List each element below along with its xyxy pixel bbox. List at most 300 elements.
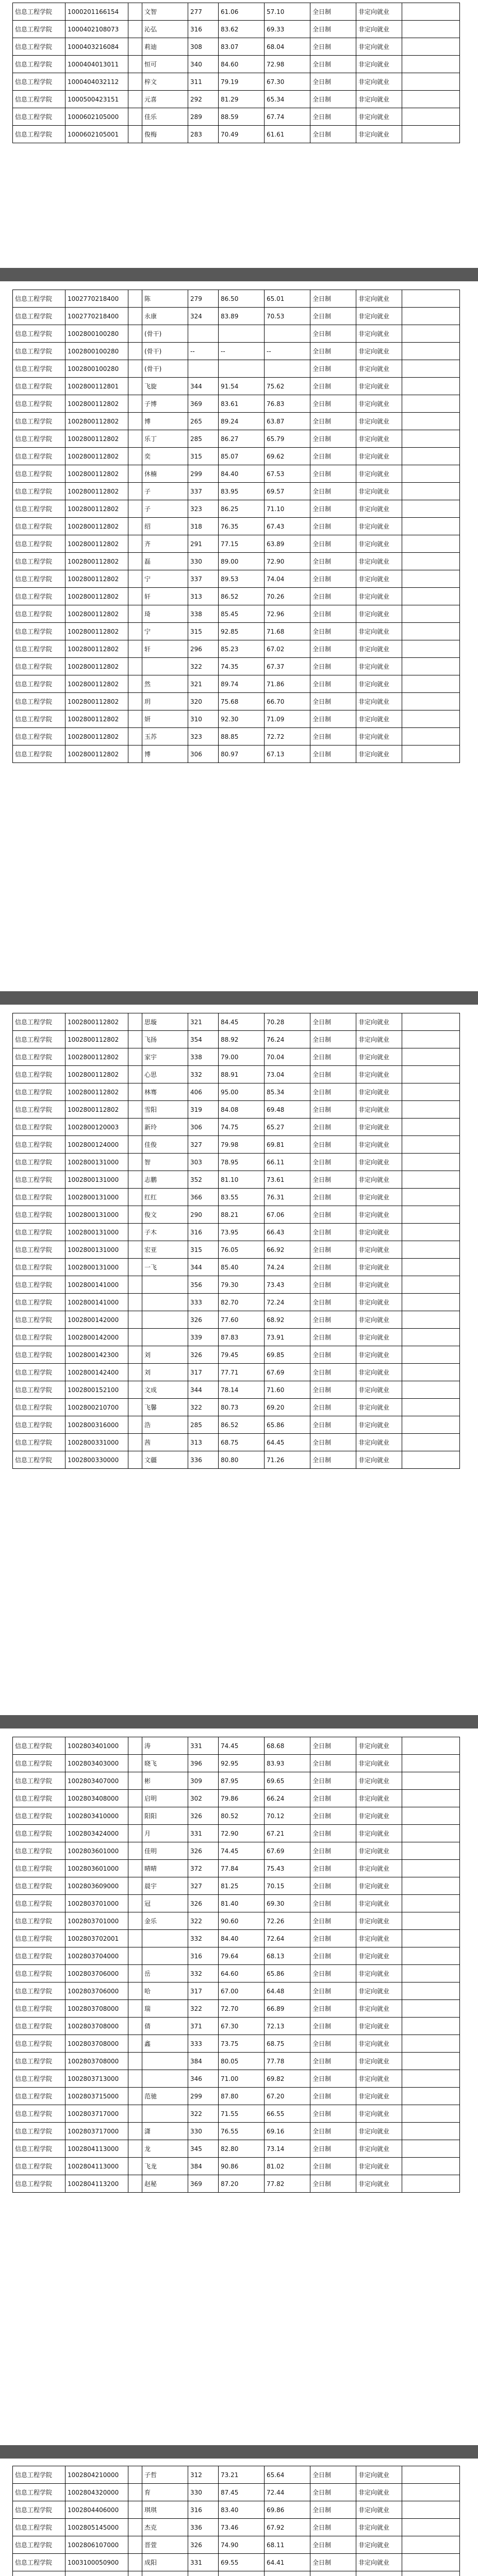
- study-mode-cell: 全日制: [310, 91, 356, 108]
- name-mask-cell: [128, 1294, 142, 1311]
- table-row: [13, 1364, 460, 1381]
- retest-score-cell: 87.95: [219, 1772, 265, 1790]
- employment-type-cell: 非定向就业: [356, 2484, 402, 2501]
- total-score-cell: 69.30: [265, 1895, 310, 1912]
- initial-score-cell: 299: [188, 2088, 219, 2105]
- total-score-cell: 68.92: [265, 1311, 310, 1329]
- candidate-id-cell: 1002800131000: [65, 1224, 128, 1241]
- table-row: [13, 2088, 460, 2105]
- study-mode-cell: 全日制: [310, 2158, 356, 2175]
- table-row: [13, 2554, 460, 2571]
- candidate-id-cell: 1002803401000: [65, 1737, 128, 1755]
- table-row: [13, 1048, 460, 1066]
- candidate-id-cell: 1002804406000: [65, 2501, 128, 2519]
- employment-type-cell: 非定向就业: [356, 290, 402, 308]
- name-cell: 飞旋: [142, 378, 188, 395]
- table-row: [13, 1031, 460, 1048]
- name-cell: 文智: [142, 3, 188, 21]
- redaction-mask: [129, 1015, 136, 1029]
- admission-table: [12, 1013, 460, 1469]
- employment-type-cell: 非定向就业: [356, 360, 402, 378]
- school-cell: 信息工程学院: [13, 1381, 65, 1399]
- total-score-cell: 72.98: [265, 56, 310, 73]
- school-cell: 信息工程学院: [13, 1259, 65, 1276]
- employment-type-cell: 非定向就业: [356, 21, 402, 38]
- redaction-mask: [129, 1226, 136, 1239]
- study-mode-cell: 全日制: [310, 675, 356, 693]
- candidate-id-cell: 1002804113200: [65, 2175, 128, 2193]
- total-score-cell: 67.37: [265, 658, 310, 675]
- admission-table: [12, 1737, 460, 2193]
- redaction-mask: [129, 520, 136, 533]
- name-cell: 龙: [142, 2140, 188, 2158]
- initial-score-cell: 338: [188, 1048, 219, 1066]
- employment-type-cell: 非定向就业: [356, 1224, 402, 1241]
- retest-score-cell: 95.00: [219, 1083, 265, 1101]
- employment-type-cell: 非定向就业: [356, 1860, 402, 1877]
- study-mode-cell: 全日制: [310, 1206, 356, 1224]
- table-row: [13, 553, 460, 570]
- initial-score-cell: --: [188, 343, 219, 360]
- remark-cell: [402, 38, 460, 56]
- total-score-cell: 71.86: [265, 675, 310, 693]
- redaction-mask: [129, 1366, 136, 1379]
- study-mode-cell: 全日制: [310, 2484, 356, 2501]
- initial-score-cell: 308: [188, 38, 219, 56]
- study-mode-cell: 全日制: [310, 38, 356, 56]
- study-mode-cell: 全日制: [310, 1982, 356, 2000]
- retest-score-cell: 64.60: [219, 1965, 265, 1982]
- table-row: [13, 2466, 460, 2484]
- candidate-id-cell: 1002800124000: [65, 1136, 128, 1154]
- candidate-id-cell: 1002803702001: [65, 1930, 128, 1947]
- employment-type-cell: 非定向就业: [356, 605, 402, 623]
- redaction-mask: [129, 397, 136, 411]
- table-row: [13, 2000, 460, 2018]
- name-cell: 元喜: [142, 91, 188, 108]
- school-cell: [13, 2571, 65, 2576]
- name-mask-cell: [128, 1982, 142, 2000]
- name-cell: 佳乐: [142, 108, 188, 126]
- candidate-id-cell: 1002800210700: [65, 1399, 128, 1416]
- redaction-mask: [129, 2573, 136, 2576]
- retest-score-cell: 92.30: [219, 710, 265, 728]
- name-cell: 莉迪: [142, 38, 188, 56]
- redaction-mask: [129, 1243, 136, 1257]
- school-cell: 信息工程学院: [13, 658, 65, 675]
- school-cell: 信息工程学院: [13, 2088, 65, 2105]
- retest-score-cell: 87.83: [219, 1329, 265, 1346]
- employment-type-cell: 非定向就业: [356, 640, 402, 658]
- employment-type-cell: 非定向就业: [356, 2123, 402, 2140]
- name-mask-cell: [128, 1136, 142, 1154]
- redaction-mask: [129, 23, 136, 36]
- redaction-mask: [129, 1879, 136, 1893]
- school-cell: 信息工程学院: [13, 1912, 65, 1930]
- retest-score-cell: 81.40: [219, 1895, 265, 1912]
- name-cell: 永康: [142, 308, 188, 325]
- candidate-id-cell: 1002803706000: [65, 1965, 128, 1982]
- name-cell: [142, 2105, 188, 2123]
- remark-cell: [402, 745, 460, 763]
- name-mask-cell: [128, 710, 142, 728]
- redaction-mask: [129, 345, 136, 358]
- redaction-mask: [129, 2177, 136, 2191]
- candidate-id-cell: 1000602105000: [65, 108, 128, 126]
- employment-type-cell: 非定向就业: [356, 483, 402, 500]
- employment-type-cell: 非定向就业: [356, 1206, 402, 1224]
- school-cell: 信息工程学院: [13, 1737, 65, 1755]
- name-cell: 宁: [142, 570, 188, 588]
- school-cell: 信息工程学院: [13, 56, 65, 73]
- candidate-id-cell: 1002804320000: [65, 2484, 128, 2501]
- table-row: [13, 2035, 460, 2053]
- total-score-cell: 65.64: [265, 2466, 310, 2484]
- school-cell: 信息工程学院: [13, 2105, 65, 2123]
- name-cell: [142, 2571, 188, 2576]
- candidate-id-cell: 1002803403000: [65, 1755, 128, 1772]
- remark-cell: [402, 1101, 460, 1118]
- total-score-cell: 69.81: [265, 1136, 310, 1154]
- name-cell: 飞馨: [142, 1399, 188, 1416]
- table-row: [13, 710, 460, 728]
- initial-score-cell: 354: [188, 1031, 219, 1048]
- remark-cell: [402, 413, 460, 430]
- candidate-id-cell: 1002800131000: [65, 1189, 128, 1206]
- retest-score-cell: 73.75: [219, 2035, 265, 2053]
- remark-cell: [402, 1154, 460, 1171]
- study-mode-cell: 全日制: [310, 1877, 356, 1895]
- name-cell: 沁弘: [142, 21, 188, 38]
- redaction-mask: [129, 1827, 136, 1840]
- employment-type-cell: 非定向就业: [356, 1930, 402, 1947]
- school-cell: 信息工程学院: [13, 588, 65, 605]
- remark-cell: [402, 2571, 460, 2576]
- remark-cell: [402, 343, 460, 360]
- employment-type-cell: 非定向就业: [356, 2035, 402, 2053]
- redaction-mask: [129, 1844, 136, 1858]
- name-mask-cell: [128, 553, 142, 570]
- school-cell: 信息工程学院: [13, 1206, 65, 1224]
- name-cell: [142, 2070, 188, 2088]
- school-cell: 信息工程学院: [13, 1329, 65, 1346]
- remark-cell: [402, 518, 460, 535]
- redaction-mask: [129, 2072, 136, 2086]
- name-cell: 博: [142, 745, 188, 763]
- retest-score-cell: 86.27: [219, 430, 265, 448]
- table-row: [13, 623, 460, 640]
- retest-score-cell: 80.52: [219, 1807, 265, 1825]
- name-cell: 家宇: [142, 1048, 188, 1066]
- candidate-id-cell: 1002800112802: [65, 640, 128, 658]
- table-row: [13, 1381, 460, 1399]
- redaction-mask: [129, 660, 136, 673]
- school-cell: 信息工程学院: [13, 2158, 65, 2175]
- remark-cell: [402, 448, 460, 465]
- redaction-mask: [129, 2538, 136, 2552]
- remark-cell: [402, 2175, 460, 2193]
- total-score-cell: 64.48: [265, 1982, 310, 2000]
- study-mode-cell: 全日制: [310, 378, 356, 395]
- school-cell: 信息工程学院: [13, 3, 65, 21]
- school-cell: 信息工程学院: [13, 2035, 65, 2053]
- remark-cell: [402, 2158, 460, 2175]
- redaction-mask: [129, 1173, 136, 1187]
- remark-cell: [402, 1755, 460, 1772]
- table-row: [13, 1947, 460, 1965]
- retest-score-cell: 88.85: [219, 728, 265, 745]
- total-score-cell: 73.14: [265, 2140, 310, 2158]
- table-row: [13, 500, 460, 518]
- employment-type-cell: 非定向就业: [356, 570, 402, 588]
- redaction-mask: [129, 327, 136, 341]
- retest-score-cell: 77.84: [219, 1860, 265, 1877]
- table-row: [13, 2123, 460, 2140]
- candidate-id-cell: 1002805145000: [65, 2519, 128, 2536]
- redaction-mask: [129, 2503, 136, 2517]
- school-cell: 信息工程学院: [13, 1311, 65, 1329]
- name-mask-cell: [128, 308, 142, 325]
- redaction-mask: [129, 310, 136, 323]
- school-cell: 信息工程学院: [13, 308, 65, 325]
- name-cell: 岳: [142, 1965, 188, 1982]
- total-score-cell: 70.04: [265, 1048, 310, 1066]
- initial-score-cell: 396: [188, 1755, 219, 1772]
- total-score-cell: 67.53: [265, 465, 310, 483]
- study-mode-cell: 全日制: [310, 1860, 356, 1877]
- study-mode-cell: 全日制: [310, 728, 356, 745]
- employment-type-cell: 非定向就业: [356, 1947, 402, 1965]
- school-cell: 信息工程学院: [13, 518, 65, 535]
- retest-score-cell: 78.95: [219, 1154, 265, 1171]
- remark-cell: [402, 1171, 460, 1189]
- redaction-mask: [129, 362, 136, 376]
- table-row: [13, 290, 460, 308]
- initial-score-cell: 344: [188, 1259, 219, 1276]
- initial-score-cell: 285: [188, 430, 219, 448]
- total-score-cell: --: [265, 343, 310, 360]
- name-cell: 梓文: [142, 73, 188, 91]
- retest-score-cell: 89.00: [219, 553, 265, 570]
- school-cell: 信息工程学院: [13, 395, 65, 413]
- redaction-mask: [129, 5, 136, 19]
- redaction-mask: [129, 1348, 136, 1362]
- retest-score-cell: 80.73: [219, 1399, 265, 1416]
- initial-score-cell: 313: [188, 1434, 219, 1451]
- school-cell: 信息工程学院: [13, 1930, 65, 1947]
- initial-score-cell: 306: [188, 745, 219, 763]
- initial-score-cell: 322: [188, 658, 219, 675]
- candidate-id-cell: 1002803601000: [65, 1860, 128, 1877]
- name-mask-cell: [128, 623, 142, 640]
- remark-cell: [402, 360, 460, 378]
- name-cell: 俊文: [142, 1206, 188, 1224]
- table-row: [13, 430, 460, 448]
- candidate-id-cell: 1002800112802: [65, 605, 128, 623]
- total-score-cell: 73.61: [265, 1171, 310, 1189]
- redaction-mask: [129, 1033, 136, 1046]
- redaction-mask: [129, 748, 136, 761]
- employment-type-cell: 非定向就业: [356, 308, 402, 325]
- initial-score-cell: 315: [188, 448, 219, 465]
- table-row: [13, 588, 460, 605]
- retest-score-cell: 73.95: [219, 1224, 265, 1241]
- name-cell: 雪阳: [142, 1101, 188, 1118]
- study-mode-cell: 全日制: [310, 1013, 356, 1031]
- table-row: [13, 343, 460, 360]
- name-mask-cell: [128, 2484, 142, 2501]
- remark-cell: [402, 1118, 460, 1136]
- redaction-mask: [129, 2020, 136, 2033]
- remark-cell: [402, 1381, 460, 1399]
- school-cell: 信息工程学院: [13, 2484, 65, 2501]
- candidate-id-cell: 1002803407000: [65, 1772, 128, 1790]
- study-mode-cell: 全日制: [310, 588, 356, 605]
- candidate-id-cell: 1002803424000: [65, 1825, 128, 1842]
- name-mask-cell: [128, 2000, 142, 2018]
- redaction-mask: [129, 2002, 136, 2015]
- name-cell: 范驰: [142, 2088, 188, 2105]
- employment-type-cell: 非定向就业: [356, 2088, 402, 2105]
- initial-score-cell: 318: [188, 518, 219, 535]
- remark-cell: [402, 2501, 460, 2519]
- employment-type-cell: 非定向就业: [356, 2018, 402, 2035]
- initial-score-cell: 327: [188, 1136, 219, 1154]
- employment-type-cell: 非定向就业: [356, 2000, 402, 2018]
- table-row: [13, 2053, 460, 2070]
- employment-type-cell: 非定向就业: [356, 448, 402, 465]
- initial-score-cell: 317: [188, 1364, 219, 1381]
- initial-score-cell: 326: [188, 1807, 219, 1825]
- retest-score-cell: 74.90: [219, 2536, 265, 2554]
- table-row: [13, 675, 460, 693]
- candidate-id-cell: 1000201166154: [65, 3, 128, 21]
- employment-type-cell: 非定向就业: [356, 1451, 402, 1469]
- remark-cell: [402, 1947, 460, 1965]
- study-mode-cell: 全日制: [310, 2519, 356, 2536]
- retest-score-cell: 79.00: [219, 1048, 265, 1066]
- name-cell: 休楠: [142, 465, 188, 483]
- candidate-id-cell: 1002803708000: [65, 2053, 128, 2070]
- table-row: [13, 1737, 460, 1755]
- remark-cell: [402, 728, 460, 745]
- school-cell: 信息工程学院: [13, 1842, 65, 1860]
- initial-score-cell: 316: [188, 21, 219, 38]
- study-mode-cell: 全日制: [310, 1965, 356, 1982]
- candidate-id-cell: 1000403216084: [65, 38, 128, 56]
- candidate-id-cell: 1002800112801: [65, 378, 128, 395]
- remark-cell: [402, 1860, 460, 1877]
- retest-score-cell: 85.40: [219, 1259, 265, 1276]
- admission-table: [12, 2466, 460, 2576]
- retest-score-cell: 79.19: [219, 73, 265, 91]
- remark-cell: [402, 500, 460, 518]
- candidate-id-cell: 1002800112802: [65, 413, 128, 430]
- table-page: [0, 281, 478, 991]
- table-row: [13, 395, 460, 413]
- study-mode-cell: 全日制: [310, 1154, 356, 1171]
- name-mask-cell: [128, 2519, 142, 2536]
- remark-cell: [402, 2123, 460, 2140]
- study-mode-cell: 全日制: [310, 1416, 356, 1434]
- redaction-mask: [129, 1809, 136, 1823]
- name-mask-cell: [128, 2466, 142, 2484]
- school-cell: 信息工程学院: [13, 1294, 65, 1311]
- name-mask-cell: [128, 430, 142, 448]
- redaction-mask: [129, 695, 136, 708]
- total-score-cell: 83.93: [265, 1755, 310, 1772]
- retest-score-cell: 85.45: [219, 605, 265, 623]
- retest-score-cell: 87.45: [219, 2484, 265, 2501]
- name-cell: 刘: [142, 1346, 188, 1364]
- redaction-mask: [129, 2142, 136, 2156]
- retest-score-cell: 84.40: [219, 1930, 265, 1947]
- name-cell: 思璇: [142, 1013, 188, 1031]
- initial-score-cell: 319: [188, 1101, 219, 1118]
- study-mode-cell: 全日制: [310, 1895, 356, 1912]
- name-mask-cell: [128, 1013, 142, 1031]
- table-row: [13, 483, 460, 500]
- school-cell: 信息工程学院: [13, 2000, 65, 2018]
- candidate-id-cell: 1002800141000: [65, 1276, 128, 1294]
- table-row: [13, 2484, 460, 2501]
- employment-type-cell: 非定向就业: [356, 108, 402, 126]
- school-cell: 信息工程学院: [13, 2053, 65, 2070]
- redaction-mask: [129, 110, 136, 124]
- employment-type-cell: 非定向就业: [356, 2053, 402, 2070]
- school-cell: 信息工程学院: [13, 2466, 65, 2484]
- school-cell: 信息工程学院: [13, 343, 65, 360]
- total-score-cell: 69.62: [265, 448, 310, 465]
- name-cell: (骨干): [142, 325, 188, 343]
- school-cell: 信息工程学院: [13, 378, 65, 395]
- study-mode-cell: 全日制: [310, 483, 356, 500]
- initial-score-cell: 322: [188, 1912, 219, 1930]
- school-cell: 信息工程学院: [13, 325, 65, 343]
- table-row: [13, 1895, 460, 1912]
- name-mask-cell: [128, 108, 142, 126]
- retest-score-cell: 89.53: [219, 570, 265, 588]
- table-row: [13, 1930, 460, 1947]
- name-mask-cell: [128, 2018, 142, 2035]
- total-score-cell: 72.90: [265, 553, 310, 570]
- remark-cell: [402, 2105, 460, 2123]
- name-mask-cell: [128, 1118, 142, 1136]
- retest-score-cell: 90.60: [219, 1912, 265, 1930]
- study-mode-cell: 全日制: [310, 1912, 356, 1930]
- total-score-cell: 71.10: [265, 500, 310, 518]
- name-cell: [142, 1930, 188, 1947]
- candidate-id-cell: 1002800141000: [65, 1294, 128, 1311]
- study-mode-cell: 全日制: [310, 108, 356, 126]
- name-cell: 轩: [142, 640, 188, 658]
- table-row: [13, 2519, 460, 2536]
- redaction-mask: [129, 432, 136, 446]
- total-score-cell: 69.57: [265, 483, 310, 500]
- study-mode-cell: 全日制: [310, 570, 356, 588]
- table-row: [13, 1772, 460, 1790]
- candidate-id-cell: 1002800112802: [65, 675, 128, 693]
- total-score-cell: 57.10: [265, 3, 310, 21]
- table-row: [13, 1755, 460, 1772]
- total-score-cell: 67.92: [265, 2519, 310, 2536]
- employment-type-cell: 非定向就业: [356, 325, 402, 343]
- name-mask-cell: [128, 1755, 142, 1772]
- table-row: [13, 1083, 460, 1101]
- name-cell: 佳俊: [142, 1136, 188, 1154]
- employment-type-cell: 非定向就业: [356, 675, 402, 693]
- remark-cell: [402, 693, 460, 710]
